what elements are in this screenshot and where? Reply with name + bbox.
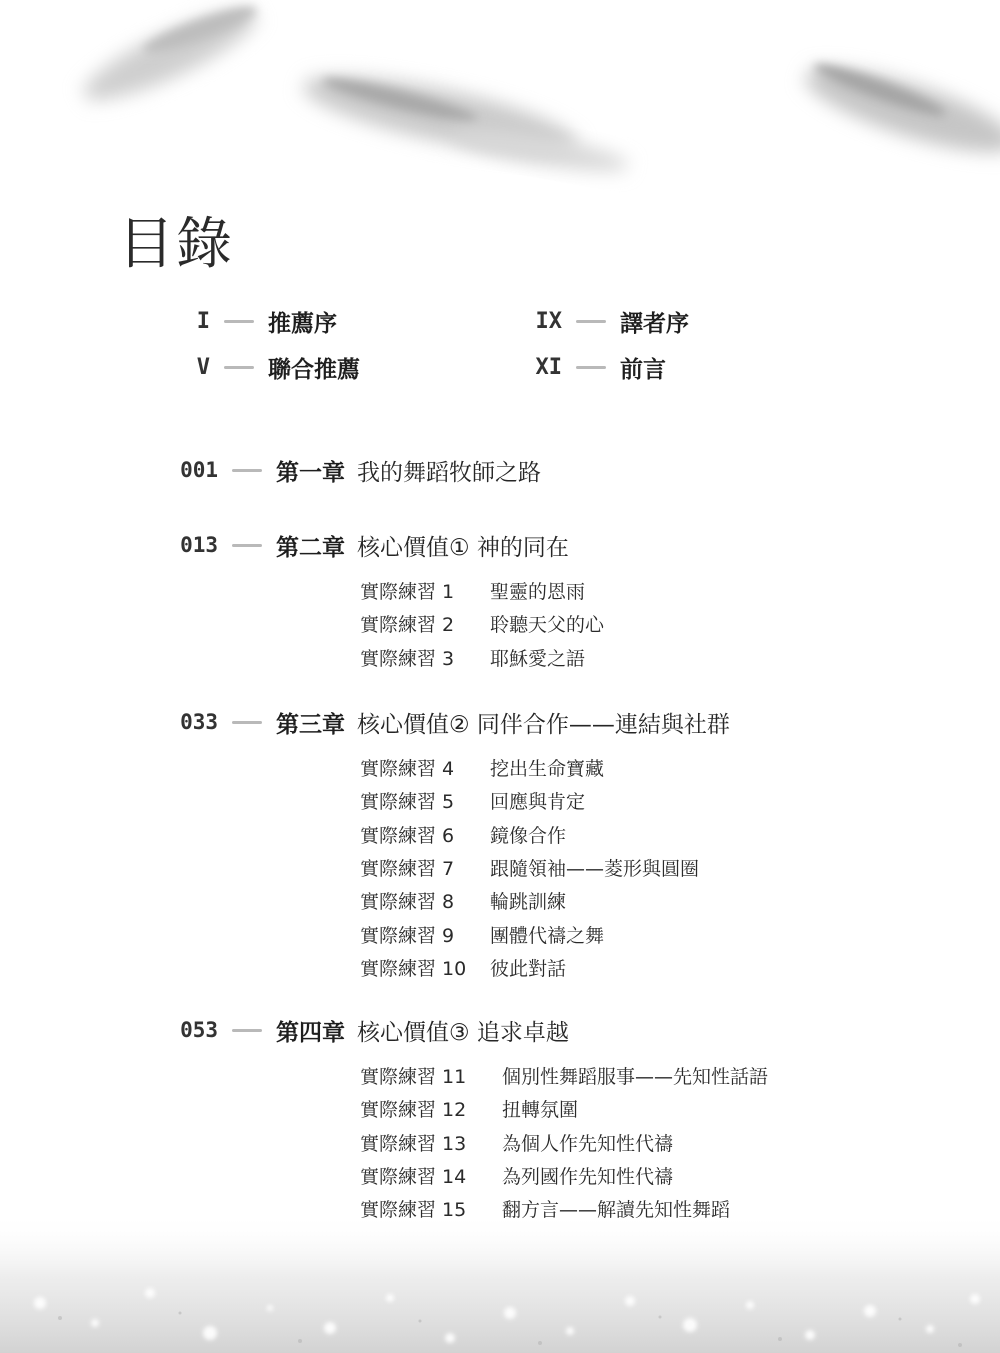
- chapter-page-number: 053: [180, 1018, 218, 1042]
- front-matter-number: XI: [535, 354, 562, 380]
- exercise-item[interactable]: [360, 641, 604, 674]
- chapter-label: 第一章: [276, 458, 345, 486]
- dash-separator: [576, 366, 606, 369]
- exercise-label: 實際練習 7: [360, 858, 455, 881]
- chapter-title: 核心價值③ 追求卓越: [357, 1019, 569, 1046]
- exercise-title: 跟隨領袖——菱形與圓圈: [490, 858, 700, 881]
- exercise-title: 耶穌愛之語: [490, 647, 586, 670]
- exercise-title: 輪跳訓練: [490, 891, 567, 914]
- exercise-label: 實際練習 6: [360, 824, 455, 847]
- exercise-list: [360, 751, 699, 984]
- chapter-label: 第三章: [276, 710, 345, 738]
- exercise-title: 為個人作先知性代禱: [502, 1132, 674, 1155]
- dash-separator: [224, 320, 254, 323]
- exercise-label: 實際練習 12: [360, 1099, 467, 1122]
- exercise-item[interactable]: [360, 1059, 768, 1092]
- exercise-item[interactable]: [360, 917, 699, 950]
- exercise-item[interactable]: [360, 1192, 768, 1225]
- chapter-page-number: 001: [180, 458, 218, 482]
- exercise-label: 實際練習 15: [360, 1199, 467, 1222]
- chapter-entry[interactable]: [160, 1013, 569, 1047]
- exercise-label: 實際練習 10: [360, 957, 467, 980]
- front-matter-entry[interactable]: [170, 306, 337, 336]
- exercise-item[interactable]: [360, 951, 699, 984]
- front-matter-entry[interactable]: [522, 306, 689, 336]
- chapter-entry[interactable]: [160, 453, 541, 487]
- exercise-label: 實際練習 11: [360, 1066, 467, 1089]
- front-matter-label: 推薦序: [268, 309, 337, 337]
- exercise-label: 實際練習 9: [360, 924, 455, 947]
- dash-separator: [576, 320, 606, 323]
- exercise-title: 為列國作先知性代禱: [502, 1166, 674, 1189]
- exercise-label: 實際練習 2: [360, 614, 455, 637]
- exercise-item[interactable]: [360, 751, 699, 784]
- page-title: 目錄: [118, 211, 234, 277]
- chapter-page-number: 033: [180, 710, 218, 734]
- exercise-item[interactable]: [360, 784, 699, 817]
- exercise-list: [360, 574, 604, 674]
- exercise-item[interactable]: [360, 818, 699, 851]
- exercise-item[interactable]: [360, 574, 604, 607]
- chapter-page-number: 013: [180, 533, 218, 557]
- exercise-label: 實際練習 3: [360, 647, 455, 670]
- exercise-title: 個別性舞蹈服事——先知性話語: [502, 1066, 769, 1089]
- exercise-title: 翻方言——解讀先知性舞蹈: [502, 1199, 731, 1222]
- exercise-title: 聆聽天父的心: [490, 614, 605, 637]
- exercise-title: 扭轉氛圍: [502, 1099, 579, 1122]
- chapter-title: 我的舞蹈牧師之路: [357, 459, 541, 486]
- exercise-item[interactable]: [360, 1159, 768, 1192]
- chapter-label: 第二章: [276, 533, 345, 561]
- exercise-item[interactable]: [360, 1126, 768, 1159]
- front-matter-label: 前言: [620, 355, 666, 383]
- exercise-label: 實際練習 13: [360, 1132, 467, 1155]
- exercise-title: 回應與肯定: [490, 791, 586, 814]
- dash-separator: [232, 469, 262, 472]
- exercise-title: 聖靈的恩雨: [490, 581, 586, 604]
- front-matter-number: I: [196, 308, 210, 334]
- chapter-title: 核心價值② 同伴合作——連結與社群: [357, 711, 730, 738]
- chapter-entry[interactable]: [160, 528, 569, 562]
- exercise-label: 實際練習 5: [360, 791, 455, 814]
- front-matter-entry[interactable]: [522, 352, 666, 382]
- chapter-entry[interactable]: [160, 705, 730, 739]
- front-matter-label: 譯者序: [620, 309, 689, 337]
- front-matter-number: IX: [535, 308, 562, 334]
- ink-wash-top-decoration: [0, 0, 1000, 230]
- dash-separator: [232, 721, 262, 724]
- speckle-bottom-decoration: [0, 1213, 1000, 1353]
- front-matter-number: V: [196, 354, 210, 380]
- front-matter-label: 聯合推薦: [268, 355, 360, 383]
- exercise-item[interactable]: [360, 884, 699, 917]
- exercise-title: 彼此對話: [490, 957, 567, 980]
- front-matter-entry[interactable]: [170, 352, 360, 382]
- exercise-title: 團體代禱之舞: [490, 924, 605, 947]
- exercise-item[interactable]: [360, 851, 699, 884]
- exercise-label: 實際練習 4: [360, 758, 455, 781]
- exercise-title: 鏡像合作: [490, 824, 567, 847]
- exercise-list: [360, 1059, 768, 1225]
- exercise-label: 實際練習 14: [360, 1166, 467, 1189]
- chapter-label: 第四章: [276, 1018, 345, 1046]
- dash-separator: [224, 366, 254, 369]
- exercise-label: 實際練習 1: [360, 581, 455, 604]
- exercise-item[interactable]: [360, 1092, 768, 1125]
- dash-separator: [232, 1029, 262, 1032]
- exercise-label: 實際練習 8: [360, 891, 455, 914]
- exercise-item[interactable]: [360, 607, 604, 640]
- dash-separator: [232, 544, 262, 547]
- exercise-title: 挖出生命寶藏: [490, 758, 605, 781]
- chapter-title: 核心價值① 神的同在: [357, 534, 569, 561]
